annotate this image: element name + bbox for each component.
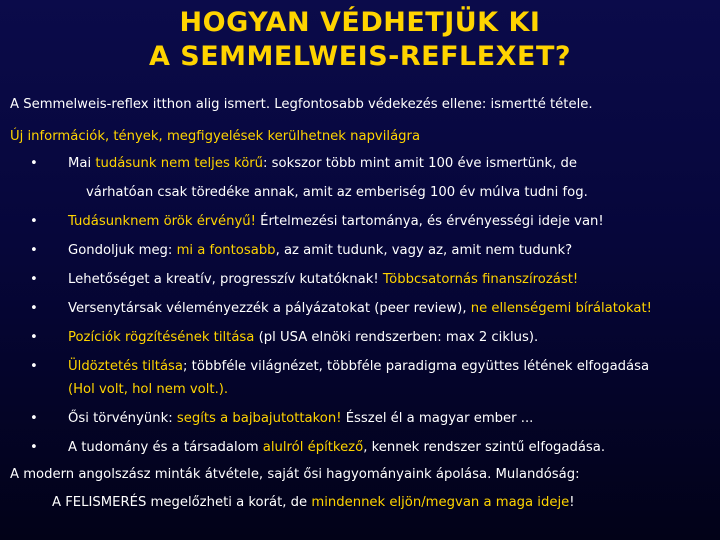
bullet-dot: • [30, 243, 38, 258]
bullet-dot: • [30, 272, 38, 287]
bullet-highlight: Pozíciók rögzítésének tiltása [68, 330, 255, 345]
bullet-pre: Gondoljuk meg: [68, 243, 177, 258]
bullet-continuation: (Hol volt, hol nem volt.). [68, 382, 229, 397]
bullet-pre: Mai [68, 156, 96, 171]
footer-pre: A FELISMERÉS megelőzheti a korát, de [52, 495, 312, 510]
bullet-dot: • [30, 330, 38, 345]
slide-title [0, 6, 720, 74]
intro-text: A Semmelweis-reflex itthon alig ismert. Legfontosabb védekezés ellene: ismertté tétele. [10, 97, 593, 112]
bullet-highlight: alulról építkező [262, 440, 364, 455]
bullet-post: : sokszor több mint amit 100 éve ismertünk, de [263, 156, 577, 171]
bullet-pre: Lehetőséget a kreatív, progresszív kutatóknak! [68, 272, 383, 287]
bullet-dot: • [30, 359, 38, 374]
title-line-2: A SEMMELWEIS-REFLEXET? [148, 41, 572, 72]
bullet-pre: A tudomány és a társadalom [68, 440, 263, 455]
bullet-dot: • [30, 440, 38, 455]
new-info-heading: Új információk, tények, megfigyelések kerülhetnek napvilágra [10, 129, 421, 144]
bullet-pre: Ősi törvényünk: [68, 411, 177, 426]
bullet-dot: • [30, 214, 38, 229]
bullet-highlight: Üldöztetés tiltása [68, 359, 184, 374]
bullet-post: Értelmezési tartománya, és érvényességi ideje van! [255, 214, 604, 229]
bullet-post: (pl USA elnöki rendszerben: max 2 ciklus). [254, 330, 539, 345]
bullet-dot: • [30, 156, 38, 171]
bullet-post: Ésszel él a magyar ember ... [341, 411, 534, 426]
bullet-post: , kennek rendszer szintű elfogadása. [363, 440, 606, 455]
footer-conclusion [52, 494, 575, 512]
title-line-1: HOGYAN VÉDHETJÜK KI [179, 7, 541, 38]
footer-highlight: mindennek eljön/megvan a maga ideje [311, 495, 570, 510]
bullet-highlight: segíts a bajbajutottakon! [176, 411, 342, 426]
bullet-post: ; többféle világnézet, többféle paradigma együttes létének elfogadása [183, 359, 650, 374]
bullet-post: , az amit tudunk, vagy az, amit nem tudunk? [275, 243, 573, 258]
bullet-dot: • [30, 301, 38, 316]
bullet-highlight: Többcsatornás finanszírozást! [382, 272, 579, 287]
footer-text: A modern angolszász minták átvétele, saját ősi hagyományaink ápolása. Mulandóság: [10, 467, 580, 482]
bullet-continuation: várhatóan csak töredéke annak, amit az emberiség 100 év múlva tudni fog. [86, 185, 588, 200]
bullet-highlight: Tudásunknem örök érvényű! [68, 214, 256, 229]
bullet-pre: Versenytársak véleményezzék a pályázatokat (peer review), [68, 301, 471, 316]
bullet-dot: • [30, 411, 38, 426]
bullet-highlight: tudásunk nem teljes körű [95, 156, 264, 171]
footer-post: ! [569, 495, 575, 510]
bullet-highlight: ne ellenségemi bírálatokat! [470, 301, 652, 316]
bullet-highlight: mi a fontosabb [176, 243, 276, 258]
